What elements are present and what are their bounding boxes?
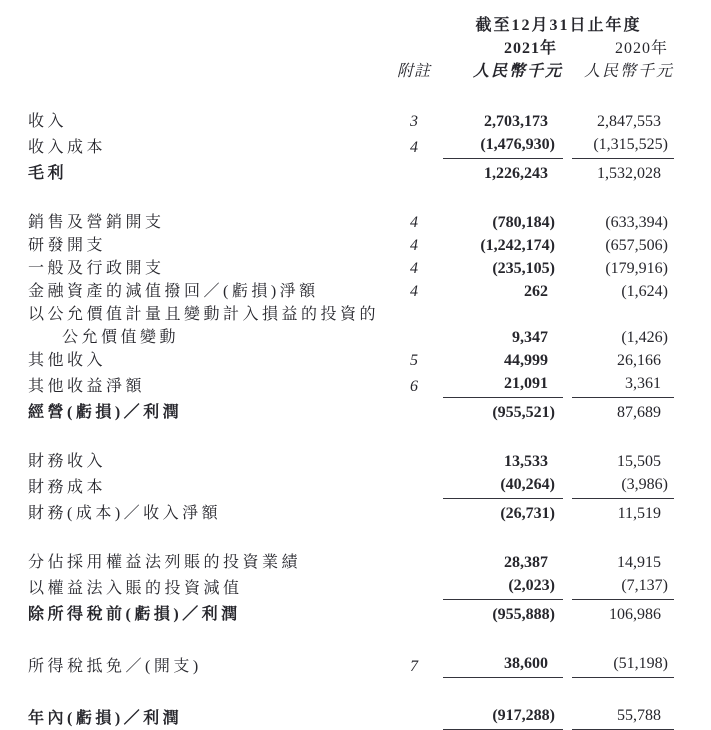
amount-2021: (780,184) bbox=[492, 214, 555, 231]
row-label: 財務成本 bbox=[28, 479, 107, 496]
amount-2021: 38,600 bbox=[443, 652, 563, 678]
note-cell: 3 bbox=[410, 113, 418, 130]
amount-2020: 1,532,028 bbox=[597, 165, 661, 182]
amount-2021: 44,999 bbox=[504, 352, 548, 369]
header-gap bbox=[28, 83, 674, 110]
row-operating-loss-profit bbox=[28, 401, 674, 424]
note-cell: 4 bbox=[410, 214, 418, 231]
amount-2020: 26,166 bbox=[617, 352, 661, 369]
table-header-units bbox=[28, 60, 674, 83]
row-label: 年內(虧損)／利潤 bbox=[28, 710, 183, 727]
amount-2020: (1,426) bbox=[621, 329, 668, 346]
amount-2020: (1,315,525) bbox=[572, 133, 674, 159]
year-2020-header: 2020年 bbox=[614, 40, 668, 57]
row-cost-of-revenue bbox=[28, 133, 674, 159]
amount-2020: 2,847,553 bbox=[597, 113, 661, 130]
amount-2021: 1,226,243 bbox=[484, 165, 548, 182]
note-cell: 4 bbox=[410, 260, 418, 277]
amount-2021: (2,023) bbox=[443, 574, 563, 600]
note-cell: 5 bbox=[410, 352, 418, 369]
row-label: 金融資產的減值撥回／(虧損)淨額 bbox=[28, 283, 319, 300]
amount-2020: 11,519 bbox=[617, 505, 661, 522]
amount-2020: 106,986 bbox=[609, 606, 661, 623]
row-income-tax-credit-expense bbox=[28, 652, 674, 678]
row-revenue bbox=[28, 110, 674, 133]
row-label: 一般及行政開支 bbox=[28, 260, 165, 277]
amount-2021: (40,264) bbox=[443, 473, 563, 499]
row-impairment-reversal-financial-assets bbox=[28, 280, 674, 303]
row-impairment-equity-method-investments bbox=[28, 574, 674, 600]
row-finance-net bbox=[28, 502, 674, 525]
row-label: 財務(成本)／收入淨額 bbox=[28, 505, 222, 522]
amount-2020: (633,394) bbox=[605, 214, 668, 231]
amount-2020: (51,198) bbox=[572, 652, 674, 678]
row-label: 其他收入 bbox=[28, 352, 107, 369]
amount-2021: (955,888) bbox=[492, 606, 555, 623]
amount-2020: 3,361 bbox=[572, 372, 674, 398]
row-label: 研發開支 bbox=[28, 237, 107, 254]
amount-2021: 28,387 bbox=[504, 554, 548, 571]
row-loss-profit-for-year bbox=[28, 704, 674, 730]
note-cell: 4 bbox=[410, 237, 418, 254]
row-label: 經營(虧損)／利潤 bbox=[28, 404, 183, 421]
amount-2021: (955,521) bbox=[492, 404, 555, 421]
period-title: 截至12月31日止年度 bbox=[475, 17, 642, 34]
note-cell: 6 bbox=[410, 378, 418, 395]
amount-2021: (235,105) bbox=[492, 260, 555, 277]
row-selling-marketing-expenses bbox=[28, 211, 674, 234]
amount-2021: (917,288) bbox=[443, 704, 563, 730]
note-cell: 4 bbox=[410, 283, 418, 300]
amount-2021: (26,731) bbox=[500, 505, 555, 522]
row-other-gains-net bbox=[28, 372, 674, 398]
row-share-of-results-equity-method bbox=[28, 551, 674, 574]
row-label: 毛利 bbox=[28, 165, 68, 182]
amount-2020: 87,689 bbox=[617, 404, 661, 421]
row-label: 所得稅抵免／(開支) bbox=[28, 658, 202, 675]
amount-2021: 262 bbox=[524, 283, 548, 300]
amount-2020: (657,506) bbox=[605, 237, 668, 254]
row-label: 以權益法入賬的投資減值 bbox=[28, 580, 243, 597]
amount-2020: (1,624) bbox=[621, 283, 668, 300]
row-fair-value-changes-fvtpl-investments bbox=[28, 303, 674, 349]
table-header-period bbox=[28, 14, 674, 37]
amount-2020: 55,788 bbox=[572, 704, 674, 730]
row-other-income bbox=[28, 349, 674, 372]
row-rd-expenses bbox=[28, 234, 674, 257]
amount-2021: 9,347 bbox=[512, 329, 548, 346]
note-column-header: 附註 bbox=[397, 63, 432, 80]
row-label: 收入成本 bbox=[28, 139, 107, 156]
note-cell: 4 bbox=[410, 139, 418, 156]
unit-2020-header: 人民幣千元 bbox=[583, 63, 674, 80]
unit-2021-header: 人民幣千元 bbox=[472, 63, 563, 80]
row-label: 收入 bbox=[28, 113, 68, 130]
amount-2020: 15,505 bbox=[617, 453, 661, 470]
row-loss-profit-before-income-tax bbox=[28, 603, 674, 626]
row-finance-income bbox=[28, 450, 674, 473]
row-label: 除所得稅前(虧損)／利潤 bbox=[28, 606, 241, 623]
note-cell: 7 bbox=[410, 658, 418, 675]
row-gross-profit bbox=[28, 162, 674, 185]
year-2021-header: 2021年 bbox=[503, 40, 557, 57]
table-header-years bbox=[28, 37, 674, 60]
row-label: 其他收益淨額 bbox=[28, 378, 146, 395]
amount-2020: (7,137) bbox=[572, 574, 674, 600]
row-label bbox=[28, 303, 397, 349]
amount-2021: 21,091 bbox=[443, 372, 563, 398]
amount-2021: (1,242,174) bbox=[480, 237, 555, 254]
amount-2020: (179,916) bbox=[605, 260, 668, 277]
amount-2021: (1,476,930) bbox=[443, 133, 563, 159]
amount-2021: 13,533 bbox=[504, 453, 548, 470]
row-general-admin-expenses bbox=[28, 257, 674, 280]
row-label: 財務收入 bbox=[28, 453, 107, 470]
row-label: 銷售及營銷開支 bbox=[28, 214, 165, 231]
amount-2020: 14,915 bbox=[617, 554, 661, 571]
row-finance-costs bbox=[28, 473, 674, 499]
row-label-line1: 以公允價值計量且變動計入損益的投資的 bbox=[28, 306, 380, 323]
row-label-line2: 公允價值變動 bbox=[62, 329, 180, 346]
row-label: 分佔採用權益法列賬的投資業績 bbox=[28, 554, 302, 571]
amount-2020: (3,986) bbox=[572, 473, 674, 499]
amount-2021: 2,703,173 bbox=[484, 113, 548, 130]
